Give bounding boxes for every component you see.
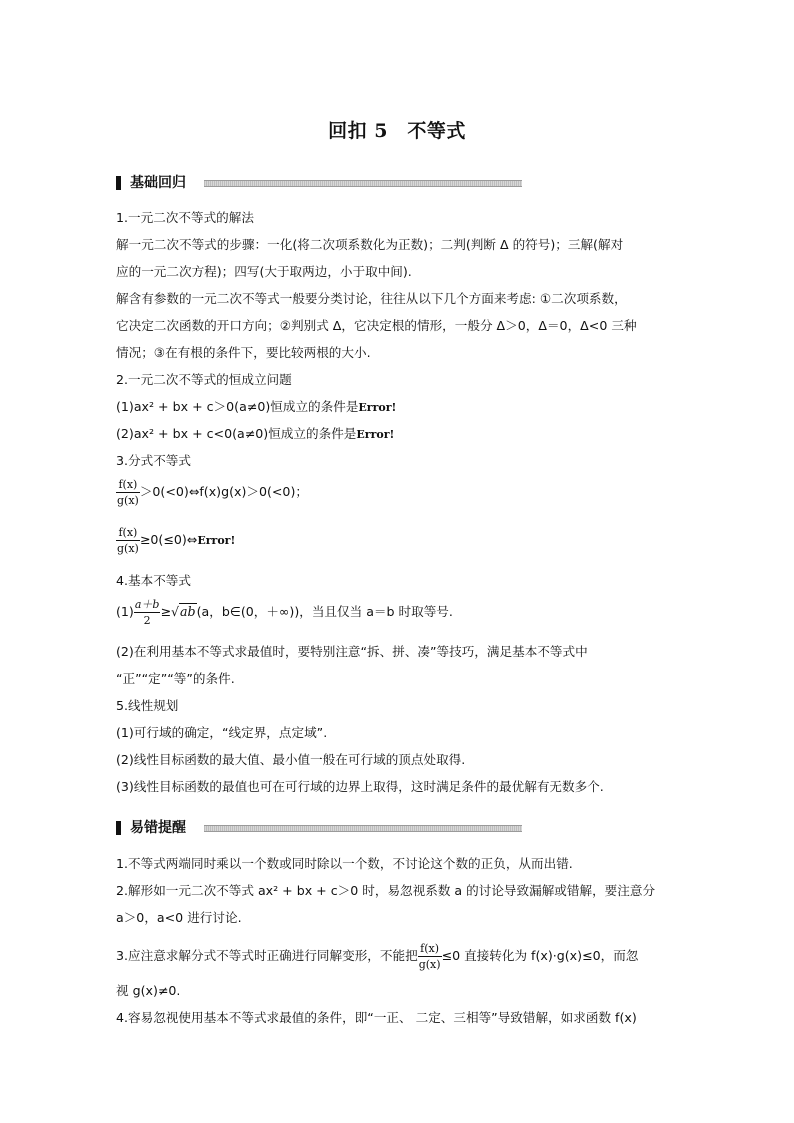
text-line: 视 g(x)≠0. [116,983,181,998]
math-line [116,398,396,417]
error-placeholder: Error! [358,401,397,414]
text-line: 2.解形如一元二次不等式 ax² + bx + c＞0 时，易忽视系数 a 的讨论导致漏解或错解，要注意分 [116,883,656,898]
math-text: 3.应注意求解分式不等式时正确进行同解变形，不能把 [116,948,418,963]
heading-marker [116,176,121,190]
heading-marker [116,821,121,835]
math-text: ≥0(≤0)⇔ [139,532,198,547]
math-text: ≤0 直接转化为 f(x)·g(x)≤0，而忽 [441,948,639,963]
section-heading-basics [116,174,536,194]
fraction-denominator: g(x) [117,542,139,555]
fraction [418,943,442,970]
text-line: 它决定二次函数的开口方向；②判别式 Δ，它决定根的情形，一般分 Δ＞0，Δ＝0，Δ<0 三种 [116,318,637,333]
text-line: 1.一元二次不等式的解法 [116,210,254,225]
text-line: (1)ax² + bx + c＞0(a≠0)恒成立的条件是 [116,399,359,414]
text-line: “正”“定”“等”的条件. [116,671,235,686]
text-line: (1)可行域的确定，“线定界，点定域”. [116,725,328,740]
fraction [116,527,140,554]
fraction-denominator: g(x) [117,494,139,507]
fraction [134,599,161,626]
error-placeholder: Error! [356,428,395,441]
text-line: (2)ax² + bx + c<0(a≠0)恒成立的条件是 [116,426,357,441]
sqrt-icon: √ab [171,604,196,619]
fraction-numerator: f(x) [418,943,442,957]
math-line [116,527,235,554]
error-placeholder: Error! [197,534,236,547]
fraction-denominator: g(x) [418,958,441,971]
text-line: a＞0，a<0 进行讨论. [116,910,242,925]
text-line: 2.一元二次不等式的恒成立问题 [116,372,292,387]
text-line: 3.分式不等式 [116,453,191,468]
fraction-numerator: a＋b [134,598,160,611]
math-line [116,599,453,626]
section-label: 易错提醒 [130,820,186,836]
text-line: 4.容易忽视使用基本不等式求最值的条件，即“一正、 二定、三相等”导致错解，如求函数 f(x) [116,1010,637,1025]
text-line: 1.不等式两端同时乘以一个数或同时除以一个数，不讨论这个数的正负，从而出错. [116,856,573,871]
text-line: 4.基本不等式 [116,573,191,588]
heading-rule [204,180,522,187]
math-text: (1) [116,604,134,619]
text-line: (3)线性目标函数的最值也可在可行域的边界上取得，这时满足条件的最优解有无数多个. [116,779,604,794]
fraction-numerator: f(x) [116,479,140,493]
text-line: 情况；③在有根的条件下，要比较两根的大小. [116,345,371,360]
math-text: ＞0(<0)⇔f(x)g(x)＞0(<0)； [139,484,308,499]
heading-rule [204,825,522,832]
text-line: (2)线性目标函数的最大值、最小值一般在可行域的顶点处取得. [116,752,466,767]
radicand: ab [180,604,196,619]
text-line: 解含有参数的一元二次不等式一般要分类讨论，往往从以下几个方面来考虑: ①二次项系数， [116,291,627,306]
text-line: 5.线性规划 [116,698,179,713]
section-label: 基础回归 [130,175,186,191]
section-heading-pitfalls [116,819,536,839]
text-line: 解一元二次不等式的步骤：一化(将二次项系数化为正数)；二判(判断 Δ 的符号)；三解(解对 [116,237,624,252]
fraction-numerator: f(x) [116,527,140,541]
text-line: (2)在利用基本不等式求最值时，要特别注意“拆、拼、凑”等技巧，满足基本不等式中 [116,644,588,659]
text-line: 应的一元二次方程)；四写(大于取两边，小于取中间). [116,264,412,279]
fraction [116,479,140,506]
math-text: ≥ [160,604,172,619]
page-title: 回扣 5 不等式 [328,120,466,142]
math-text: (a，b∈(0，＋∞))，当且仅当 a＝b 时取等号. [196,604,453,619]
math-line [116,943,638,970]
fraction-denominator: 2 [143,614,151,627]
math-line [116,479,308,506]
math-line [116,425,394,444]
